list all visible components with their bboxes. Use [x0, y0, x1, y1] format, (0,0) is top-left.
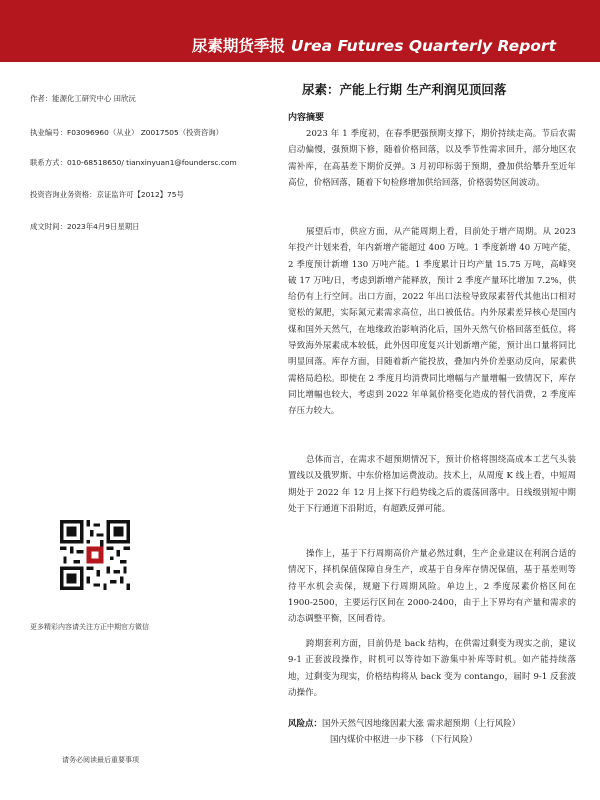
risk-label: 风险点：	[288, 719, 323, 729]
wechat-qr-code-icon	[60, 520, 130, 590]
qr-caption: 更多精彩内容请关注方正中期官方微信	[30, 623, 149, 631]
license-line: 执业编号：F03096960（从业） Z0017505（投资咨询）	[30, 128, 224, 137]
contact-line: 联系方式：010-68518650/ tianxinyuan1@foundersc.com	[30, 158, 237, 167]
summary-heading: 内容摘要	[288, 113, 325, 123]
qualification-line: 投资咨询业务资格：京证监许可【2012】75号	[30, 190, 184, 199]
date-line: 成文时间：2023年4月9日星期日	[30, 222, 140, 231]
summary-paragraph-3: 总体而言，在需求不超预期情况下，预计价格将围绕高成本工艺气头装置线以及俄罗斯、中东价格加运费波动。技术上，从周度 K 线上看，中短周期处于 2022 年 12 月上探下行趋势线之后的震荡回落中。日线级别短中期处于下行通道下沿附近，有超跌反弹可能。	[288, 455, 576, 514]
header-divider	[0, 62, 600, 65]
summary-paragraph-5: 跨期套利方面，目前仍是 back 结构，在供需过剩变为现实之前，建议 9-1 正套波段操作，时机可以等待如下游集中补库等时机。如产能持续落地，过剩变为现实，价格结构将从 back 变为 contango，届时 9-1 反套波动操作。	[288, 639, 576, 698]
report-title-cn: 尿素期货季报	[191, 37, 285, 55]
report-header-banner	[0, 0, 600, 62]
summary-paragraph-4: 操作上，基于下行周期高价产量必然过剩，生产企业建议在利润合适的情况下，择机保值保障自身生产，或基于自身库存情况保值，基于基差则等待平水机会卖保，规避下行周期风险。单边上，2 季度尿素价格区间在 1900-2500，主要运行区间在 2000-2400，由于上下界均有产量和需求的动态调整平衡，区间看待。	[288, 549, 576, 625]
report-series-title	[192, 34, 556, 56]
summary-paragraph-2: 展望后市，供应方面，从产能周期上看，目前处于增产周期。从 2023 年投产计划来看，年内新增产能超过 400 万吨。1 季度新增 40 万吨产能，2 季度预计新增 130 万吨产能。1 季度累计日均产量 15.75 万吨，高峰突破 17 万吨/日，考虑到新增产能释放，预计 2 季度产量环比增加 7.2%，供给仍有上行空间。出口方面，2022 年出口法检导致尿素替代其他出口相对宽松的氮肥，实际氮元素需求高位，出口被低估。内外尿素差异核心是国内煤和国外天然气，在地缘政治影响消化后，国外天然气价格回落至低位，将导致海外尿素成本较低，此外因印度复兴计划新增产能，预计出口量将同比明显回落。库存方面，目随着新产能投放，叠加内外价差驱动反向，尿素供需格局趋松。即使在 2 季度月均消费同比增幅与产量增幅一致情况下，库存同比增幅也较大，考虑到 2022 年单氮价格变化造成的替代消费，2 季度库存压力较大。	[288, 227, 576, 417]
risk-points	[288, 716, 578, 748]
report-headline: 尿素：产能上行期 生产利润见顶回落	[302, 82, 507, 97]
risk-line-2: 国内煤价中枢进一步下移 （下行风险）	[330, 735, 478, 745]
risk-line-1-text: 国外天然气因地缘因素大涨 需求超预期（上行风险）	[322, 719, 521, 729]
report-title-en: Urea Futures Quarterly Report	[290, 37, 556, 55]
summary-paragraph-1: 2023 年 1 季度初，在春季肥强预期支撑下，期价持续走高。节后农需启动偏慢，强预期下修，随着价格回落，以及季节性需求回升，部分地区农需补库，在高基差下期价反弹。3 月初印标弱于预期，叠加供给攀升至近年高位，价格回落，随着下旬检修增加供给回落，价格弱势区间波动。	[288, 129, 576, 188]
author-line: 作者：能源化工研究中心 田欣沅	[30, 94, 136, 103]
risk-line-1	[288, 716, 578, 732]
disclaimer-note: 请务必阅读最后重要事项	[62, 756, 139, 764]
